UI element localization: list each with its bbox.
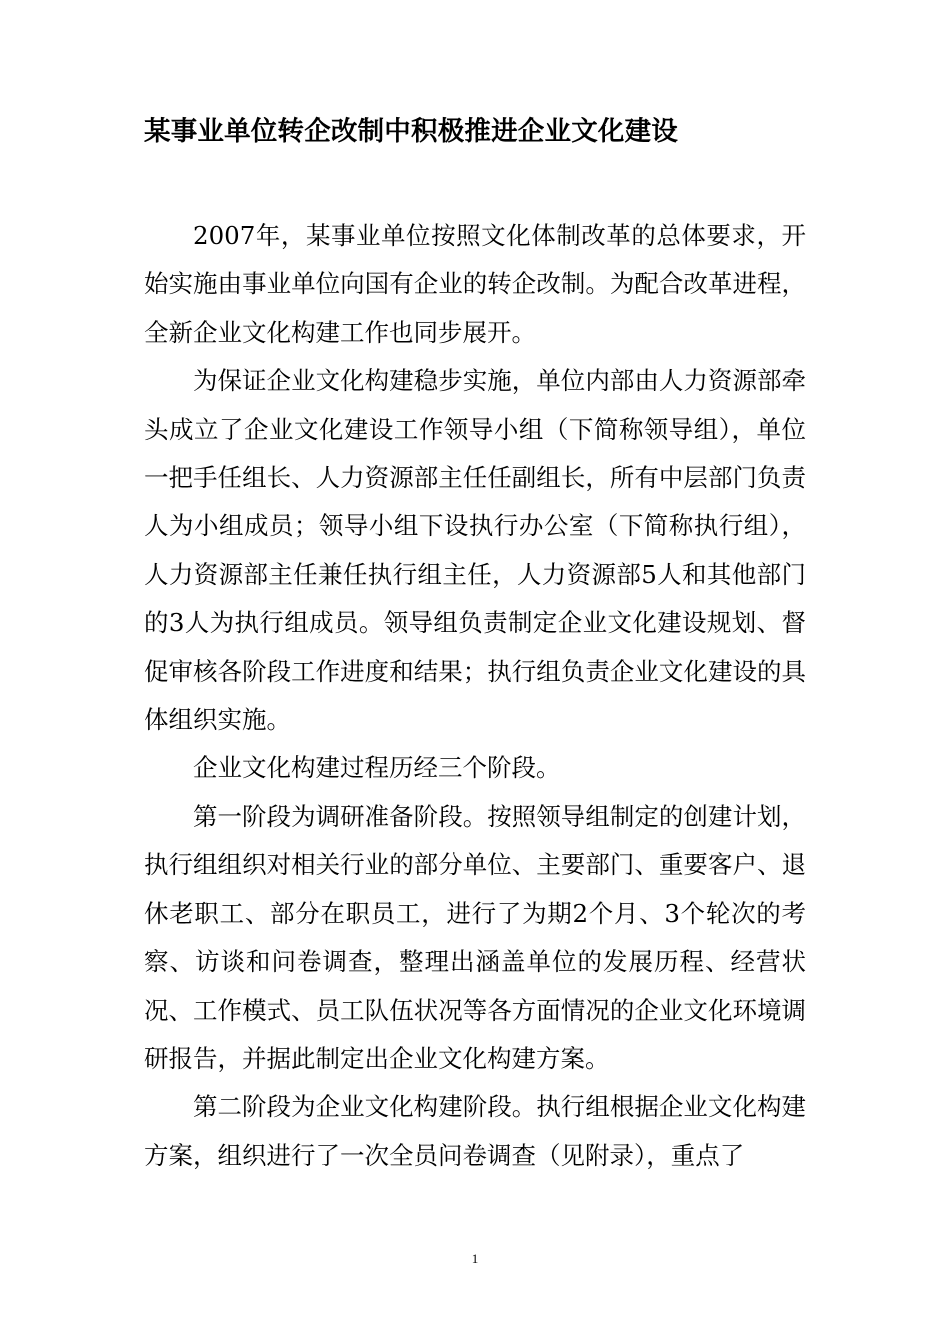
document-title: 某事业单位转企改制中积极推进企业文化建设: [144, 116, 678, 147]
paragraph-intro: 2007年，某事业单位按照文化体制改革的总体要求，开始实施由事业单位向国有企业的转企改制。为配合改革进程，全新企业文化构建工作也同步展开。: [144, 221, 806, 347]
paragraph-stage-one: 第一阶段为调研准备阶段。按照领导组制定的创建计划，执行组组织对相关行业的部分单位、主要部门、重要客户、退休老职工、部分在职员工，进行了为期2个月、3个轮次的考察、访谈和问卷调查，整理出涵盖单位的发展历程、经营状况、工作模式、员工队伍状况等各方面情况的企业文化环境调研报告，并据此制定出企业文化构建方案。: [144, 801, 806, 1073]
document-body: [144, 212, 806, 1180]
paragraph-organization: 为保证企业文化构建稳步实施，单位内部由人力资源部牵头成立了企业文化建设工作领导小组（下简称领导组），单位一把手任组长、人力资源部主任任副组长，所有中层部门负责人为小组成员；领导小组下设执行办公室（下简称执行组），人力资源部主任兼任执行组主任，人力资源部5人和其他部门的3人为执行组成员。领导组负责制定企业文化建设规划、督促审核各阶段工作进度和结果；执行组负责企业文化建设的具体组织实施。: [144, 366, 806, 735]
page-number: 1: [471, 1251, 479, 1266]
paragraph-stage-two: 第二阶段为企业文化构建阶段。执行组根据企业文化构建方案，组织进行了一次全员问卷调查（见附录），重点了: [144, 1092, 806, 1170]
paragraph-stages-overview: 企业文化构建过程历经三个阶段。: [193, 753, 561, 783]
